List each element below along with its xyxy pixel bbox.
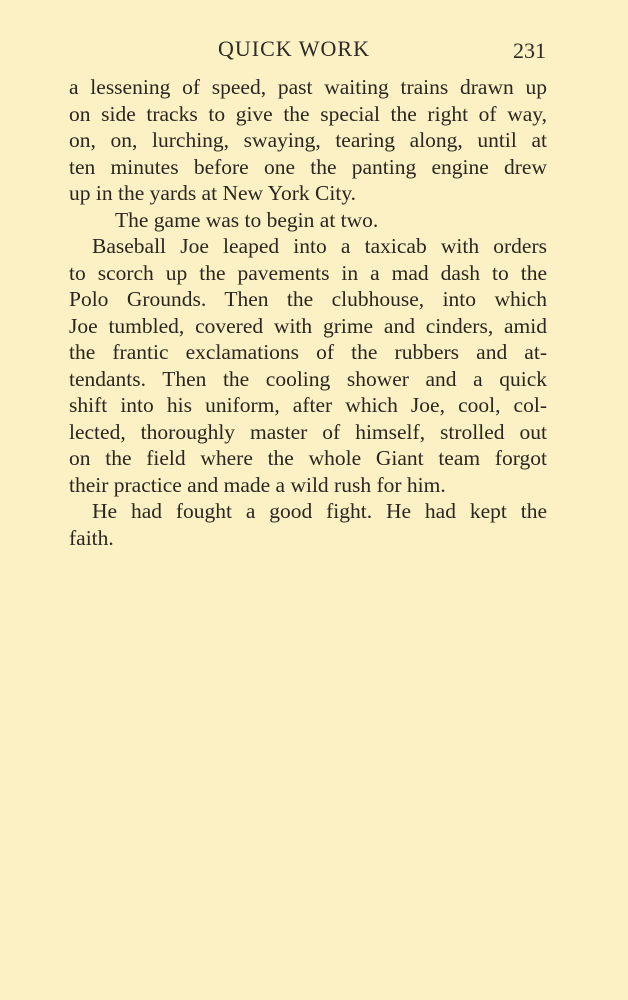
paragraph-1 <box>69 74 547 207</box>
text-line: a lessening of speed, past waiting trains drawn up <box>69 75 547 99</box>
text-line: The game was to begin at two. <box>115 207 379 232</box>
text-line: their practice and made a wild rush for him. <box>69 472 446 497</box>
text-line: tendants. Then the cooling shower and a quick <box>69 366 547 391</box>
text-line: the frantic exclamations of the rubbers and at- <box>69 340 547 364</box>
body-text <box>69 74 547 551</box>
text-line: on the field where the whole Giant team forgot <box>69 446 547 470</box>
page-number: 231 <box>513 38 546 63</box>
text-line: to scorch up the pavements in a mad dash to the <box>69 260 547 285</box>
running-head: QUICK WORK <box>218 36 370 61</box>
text-line: up in the yards at New York City. <box>69 181 357 205</box>
paragraph-4 <box>69 498 547 551</box>
paragraph-2 <box>69 207 547 234</box>
text-line: Polo Grounds. Then the clubhouse, into which <box>69 287 547 311</box>
text-line: on side tracks to give the special the right of way, <box>69 101 547 126</box>
text-line: ten minutes before one the panting engine drew <box>69 154 547 179</box>
text-line: lected, thoroughly master of himself, strolled out <box>69 419 547 444</box>
text-line: on, on, lurching, swaying, tearing along, until at <box>69 128 547 152</box>
text-line: shift into his uniform, after which Joe, cool, col- <box>69 393 547 417</box>
text-line: faith. <box>69 525 114 550</box>
text-line: Joe tumbled, covered with grime and cinders, amid <box>69 313 547 338</box>
text-line: Baseball Joe leaped into a taxicab with orders <box>92 234 547 258</box>
text-line: He had fought a good fight. He had kept the <box>92 499 547 523</box>
page-header <box>0 36 628 66</box>
paragraph-3 <box>69 233 547 498</box>
